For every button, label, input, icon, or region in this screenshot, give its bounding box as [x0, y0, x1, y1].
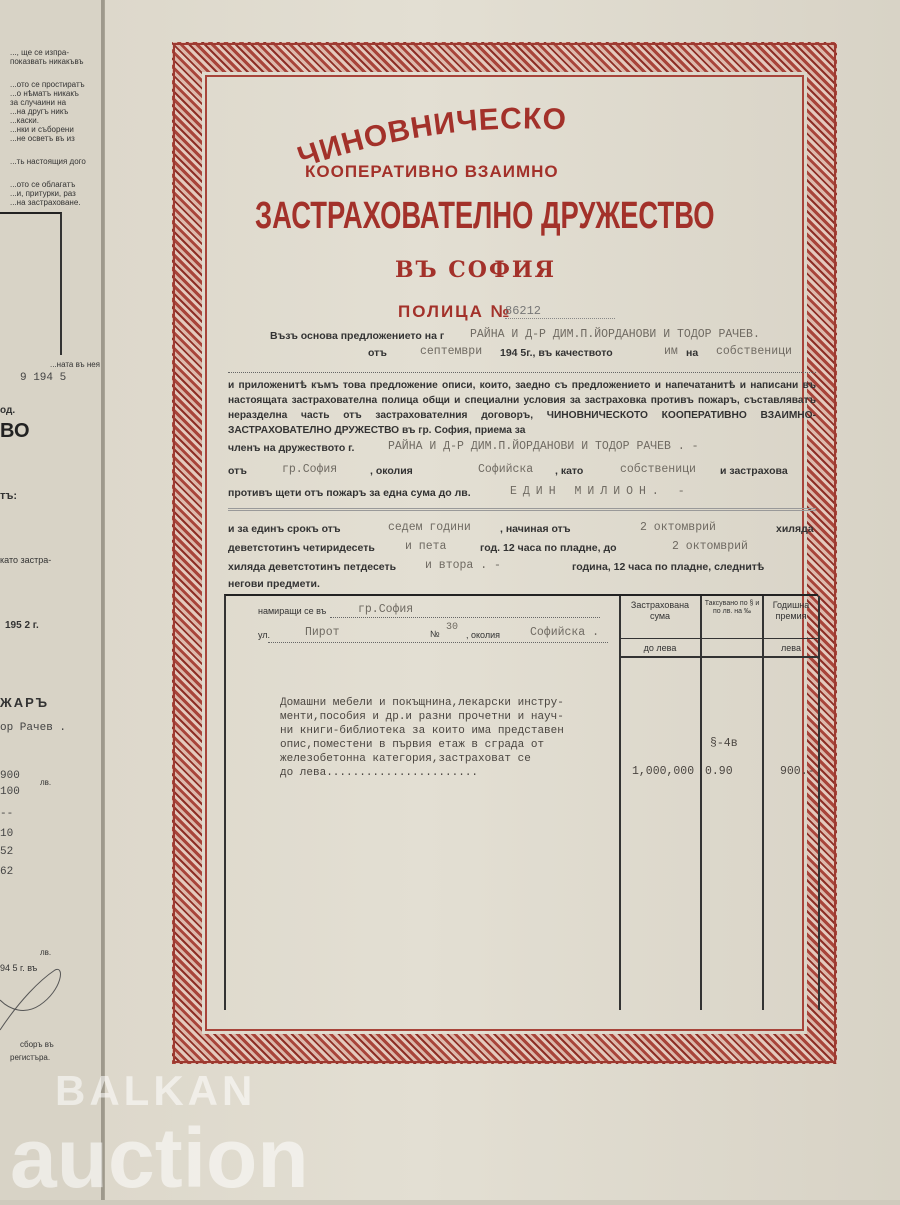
number-value: 30 [446, 622, 459, 633]
policy-terms-paragraph: и приложенитѣ къмъ това предложение описи, които, заедно съ предложението и напечатанитѣ и написани въ настоящата застрахователна полица общи и специални условия за застраховка противъ пожаръ, съставляватъ неразделна часть отъ застрахователния договоръ, ЧИНОВНИЧЕСКОТО КООПЕРАТИВНО ВЗАИМНО-ЗАСТРАХОВАТЕЛНО ДРУЖЕСТВО въ гр. София, приема за [228, 380, 816, 436]
left-amount: 900 [0, 770, 20, 782]
left-fragments [10, 48, 105, 207]
header-divider [619, 638, 820, 639]
policy-number: 86212 [505, 304, 615, 319]
items-label: негови предмети. [228, 578, 320, 590]
col-premium-header: Годишна премия [772, 600, 810, 621]
left-text: ВО [0, 420, 30, 442]
term-value: седем години [388, 521, 471, 534]
column-divider [818, 596, 820, 1010]
thousand-label: хиляда [776, 523, 814, 535]
left-text: за случаини на [10, 98, 67, 107]
member-value: РАЙНА И Д-Р ДИМ.П.ЙОРДАНОВИ И ТОДОР РАЧЕВ . - [388, 440, 699, 453]
left-text: като застра- [0, 555, 52, 565]
left-text: ...на другъ никъ [10, 107, 69, 116]
okolia-label: , околия [466, 630, 501, 640]
signature-icon [0, 960, 70, 1040]
watermark-line1: BALKAN [55, 1067, 257, 1114]
column-divider [619, 596, 621, 1010]
start-year-value: и пета [405, 540, 447, 553]
number-label: № [430, 629, 440, 639]
column-divider [762, 596, 764, 1010]
left-text: ..., ще се изпра- [10, 48, 69, 57]
left-text: ...на застраховане. [10, 198, 81, 207]
sum-words-value: ЕДИН МИЛИОН. - [510, 485, 691, 498]
left-text: 94 5 г. въ [0, 963, 38, 973]
from-label: отъ [368, 347, 387, 359]
previous-page-strip [0, 0, 105, 1200]
okolia-value: Софийска [478, 463, 534, 476]
rate-value: 0.90 [705, 765, 733, 778]
left-date: 9 194 5 [20, 372, 67, 384]
left-text: ...не осветъ въ из [10, 134, 75, 143]
left-amount: -- [0, 808, 14, 820]
left-text: ...нки и съборени [10, 125, 74, 134]
year-words-label: деветстотинъ четиридесеть [228, 542, 375, 554]
insured-sum: 1,000,000 [632, 765, 695, 778]
capacity-im: им [664, 345, 678, 358]
location-value: гр.София [358, 603, 414, 616]
insures-label: и застрахова [720, 465, 788, 477]
divider [228, 372, 816, 373]
applicants-value: РАЙНА И Д-Р ДИМ.П.ЙОРДАНОВИ И ТОДОР РАЧЕВ. [470, 328, 760, 341]
street-value: Пирот [305, 626, 340, 639]
divider [268, 642, 608, 643]
start-label: , начиная отъ [500, 523, 571, 535]
okolia-value: Софийска . [530, 626, 600, 639]
left-amount: 62 [0, 866, 14, 878]
month-value: септември [420, 345, 483, 358]
start-value: 2 октомврий [640, 521, 716, 534]
left-table [0, 212, 62, 355]
col-tariff-header: Таксувано по § и по лв. на ‰ [704, 600, 760, 615]
kato-value: собственици [620, 463, 696, 476]
left-text: сборъ въ [20, 1040, 54, 1049]
member-label: членъ на дружеството г. [228, 442, 355, 454]
location-label: намиращи се въ [258, 606, 327, 616]
sum-label: противъ щети отъ пожаръ за една сума до лв. [228, 487, 471, 499]
left-text: ...о нѣматъ никакъ [10, 89, 79, 98]
col-premium-unit: лева [781, 643, 801, 653]
left-amount: 10 [0, 828, 14, 840]
end-year-value: и втора . - [425, 559, 501, 572]
left-text: од. [0, 405, 16, 416]
col-sum-header: Застрахована сума [630, 600, 690, 621]
left-text: показвать никакъвъ [10, 57, 84, 66]
basis-label: Възъ основа предложението на г [270, 330, 445, 342]
left-currency: лв. [40, 948, 52, 957]
left-text: ...каски. [10, 116, 39, 125]
noon-label: год. 12 часа по пладне, до [480, 542, 617, 554]
left-text: тъ: [0, 490, 18, 502]
kato-label: , като [555, 465, 584, 477]
page-fold [101, 0, 104, 1200]
left-text: ...ото се простиратъ [10, 80, 85, 89]
column-divider [700, 596, 702, 1010]
left-text: ...и, притурки, раз [10, 189, 76, 198]
policy-label: ПОЛИЦА № [398, 302, 512, 321]
col-sum-unit: до лева [643, 643, 677, 653]
subtitle: КООПЕРАТИВНО ВЗАИМНО [305, 162, 559, 181]
divider [228, 508, 816, 511]
end-value: 2 октомврий [672, 540, 748, 553]
premium-value: 900.- [780, 765, 815, 778]
street-label: ул. [258, 630, 271, 640]
left-amount: 100 [0, 786, 20, 798]
ot-label: отъ [228, 465, 247, 477]
noon-label-2: година, 12 часа по пладне, следнитѣ [572, 561, 765, 573]
tariff-paragraph: §-4в [710, 737, 738, 750]
okolia-label: , околия [370, 465, 413, 477]
year-label: 194 5г., въ качеството [500, 347, 613, 359]
term-label: и за единъ срокъ отъ [228, 523, 341, 535]
left-currency: лв. [40, 778, 52, 787]
page-title: ЗАСТРАХОВАТЕЛНО ДРУЖЕСТВО [255, 195, 715, 237]
left-text: ...ната въ нея [50, 360, 101, 369]
left-text: ...ото се облагатъ [10, 180, 76, 189]
left-text: ...ть настоящия дого [10, 157, 86, 166]
left-amount: 52 [0, 846, 14, 858]
divider [330, 617, 600, 618]
na-label: на [686, 347, 699, 359]
insured-items-table [224, 594, 818, 1010]
left-text: ЖАРЪ [0, 695, 50, 710]
capacity-value: собственици [716, 345, 792, 358]
left-text: ор Рачев . [0, 722, 67, 734]
watermark-line2: auction [10, 1111, 309, 1205]
header-divider [619, 656, 820, 658]
arc-title-text: ЧИНОВНИЧЕСКО [293, 102, 568, 175]
city-value: гр.София [282, 463, 338, 476]
city-title: ВЪ СОФИЯ [395, 257, 557, 283]
insured-items-description: Домашни мебели и покъщнина,лекарски инстру- менти,пособия и др.и разни прочетни и науч- ни книги-библиотека за които има представен опис,поместени в първия етаж в сграда от железобетонна категория,застраховат се до лева....................... [280, 697, 564, 779]
left-text: регистъра. [10, 1053, 51, 1062]
left-text: 195 2 г. [5, 620, 39, 631]
year-words-label-2: хиляда деветстотинъ петдесеть [228, 561, 397, 573]
